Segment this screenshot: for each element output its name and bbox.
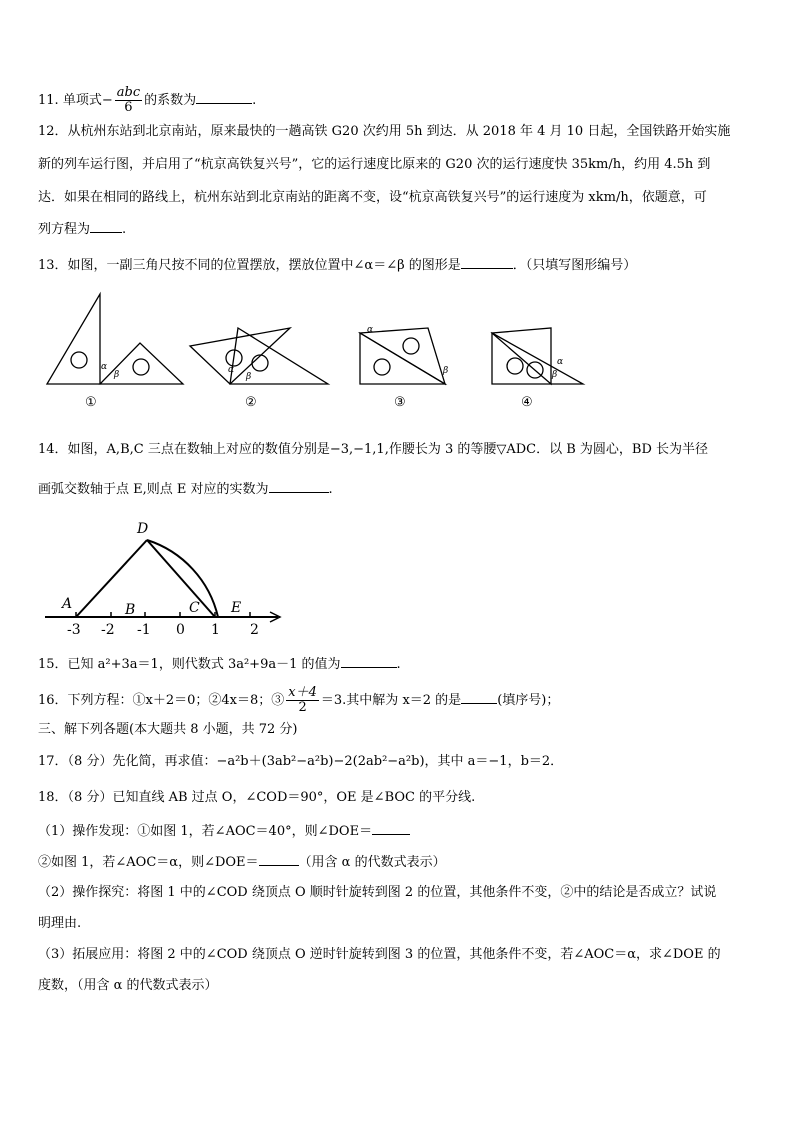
q12-line-2: 新的列车运行图，并启用了“杭京高铁复兴号”，它的运行速度比原来的 G20 次的运行速度快 35km/h，约用 4.5h 到 [38,157,711,172]
q13-answer-blank[interactable] [461,254,513,269]
q11-prefix: 单项式 [62,93,102,108]
q12-line-4 [38,218,126,240]
figure-3-label: ③ [394,395,406,410]
q14-number-line-figure [0,520,794,650]
q13-text [38,254,636,276]
figure-4-label: ④ [521,395,533,410]
q13-end: ．（只填写图形编号） [512,258,637,273]
q12-end: . [122,222,127,237]
q14-line-2-text: 画弧交数轴于点 E,则点 E 对应的实数为 [38,482,269,497]
point-E: E [231,600,242,616]
q18-line-2-text: （1）操作发现：①如图 1，若∠AOC＝40°，则∠DOE＝ [38,824,373,839]
point-C: C [189,600,200,616]
q16-end: (填序号)； [497,693,560,708]
q15-text: 15．已知 a²+3a＝1，则代数式 3a²+9a－1 的值为 [38,657,341,672]
q16-frac-num: x＋4 [288,685,317,700]
fig4-alpha: α [557,357,564,367]
q18-line-3-suffix: （用含 α 的代数式表示） [298,855,446,870]
q15-answer-blank[interactable] [341,653,397,668]
q14-answer-blank[interactable] [269,478,329,493]
fig2-alpha: α [228,365,235,375]
fig3-alpha: α [367,325,374,335]
section-3-heading: 三、解下列各题(本大题共 8 小题，共 72 分) [38,722,298,737]
fig1-alpha: α [101,362,108,372]
point-B: B [125,602,136,618]
question-15 [38,653,401,675]
q12-line-1: 12．从杭州东站到北京南站，原来最快的一趟高铁 G20 次约用 5h 到达．从 2018 年 4 月 10 日起，全国铁路开始实施 [38,124,731,139]
point-A: A [62,596,73,612]
fig3-beta: β [443,366,449,376]
tick-label-2: 2 [250,622,259,638]
figure-4 [492,328,583,384]
q11-frac-den: 6 [124,100,133,115]
q18-line-7: 度数，（用含 α 的代数式表示） [38,978,218,993]
q12-answer-blank[interactable] [90,218,122,233]
figure-2 [190,328,328,384]
q13-question: 13．如图，一副三角尺按不同的位置摆放，摆放位置中∠α＝∠β 的图形是 [38,258,461,273]
tick-label-0: 0 [176,622,185,638]
tick-label-neg1: -1 [137,622,151,638]
q18-line-5: 明理由. [38,916,82,931]
q18-answer-blank-2[interactable] [259,851,299,866]
q18-line-4: （2）操作探究：将图 1 中的∠COD 绕顶点 O 顺时针旋转到图 2 的位置，其他条件不变，②中的结论是否成立？试说 [38,885,717,900]
point-D: D [137,521,149,537]
q11-suffix: 的系数为 [144,93,197,108]
q11-fraction [115,86,142,115]
q16-frac-den: 2 [298,700,307,715]
q14-line-1: 14．如图，A,B,C 三点在数轴上对应的数值分别是−3,−1,1,作腰长为 3 的等腰▽ADC．以 B 为圆心，BD 长为半径 [38,442,709,457]
q18-line-3 [38,851,446,873]
fig2-beta: β [246,372,252,382]
q11-end: . [252,93,257,108]
q15-end: . [396,657,401,672]
fig4-beta: β [552,370,558,380]
q12-line-4-text: 列方程为 [38,222,91,237]
q16-suffix: ＝3.其中解为 x＝2 的是 [320,693,462,708]
q11-minus: − [101,93,113,108]
figure-1-label: ① [85,395,97,410]
q16-fraction [286,686,319,715]
tick-label-neg3: -3 [67,622,81,638]
q16-prefix: 16．下列方程：①x＋2＝0；②4x＝8；③ [38,693,285,708]
q16-answer-blank[interactable] [461,689,497,704]
figure-3 [360,328,445,384]
q14-line-2 [38,478,333,500]
question-11 [38,86,256,115]
q18-line-1: 18．（8 分）已知直线 AB 过点 O，∠COD＝90°，OE 是∠BOC 的平分线. [38,790,476,805]
tick-label-1: 1 [211,622,220,638]
q18-line-6: （3）拓展应用：将图 2 中的∠COD 绕顶点 O 逆时针旋转到图 3 的位置，其他条件不变，若∠AOC＝α，求∠DOE 的 [38,947,721,962]
q18-line-2 [38,820,410,842]
q14-end: . [328,482,333,497]
q11-frac-num: abc [116,85,141,100]
tick-label-neg2: -2 [101,622,115,638]
q11-number: 11. [38,93,59,108]
figure-2-label: ② [245,395,257,410]
question-16 [38,686,559,715]
q18-line-3-text: ②如图 1，若∠AOC＝α，则∠DOE＝ [38,855,259,870]
q18-answer-blank-1[interactable] [372,820,410,835]
question-17: 17．（8 分）先化简，再求值：−a²b＋(3ab²−a²b)−2(2ab²−a²b)，其中 a＝−1，b＝2． [38,754,564,769]
fig1-beta: β [114,370,120,380]
q12-line-3: 达．如果在相同的路线上，杭州东站到北京南站的距离不变，设“杭京高铁复兴号”的运行速度为 xkm/h，依题意，可 [38,190,707,205]
q11-answer-blank[interactable] [196,89,252,104]
